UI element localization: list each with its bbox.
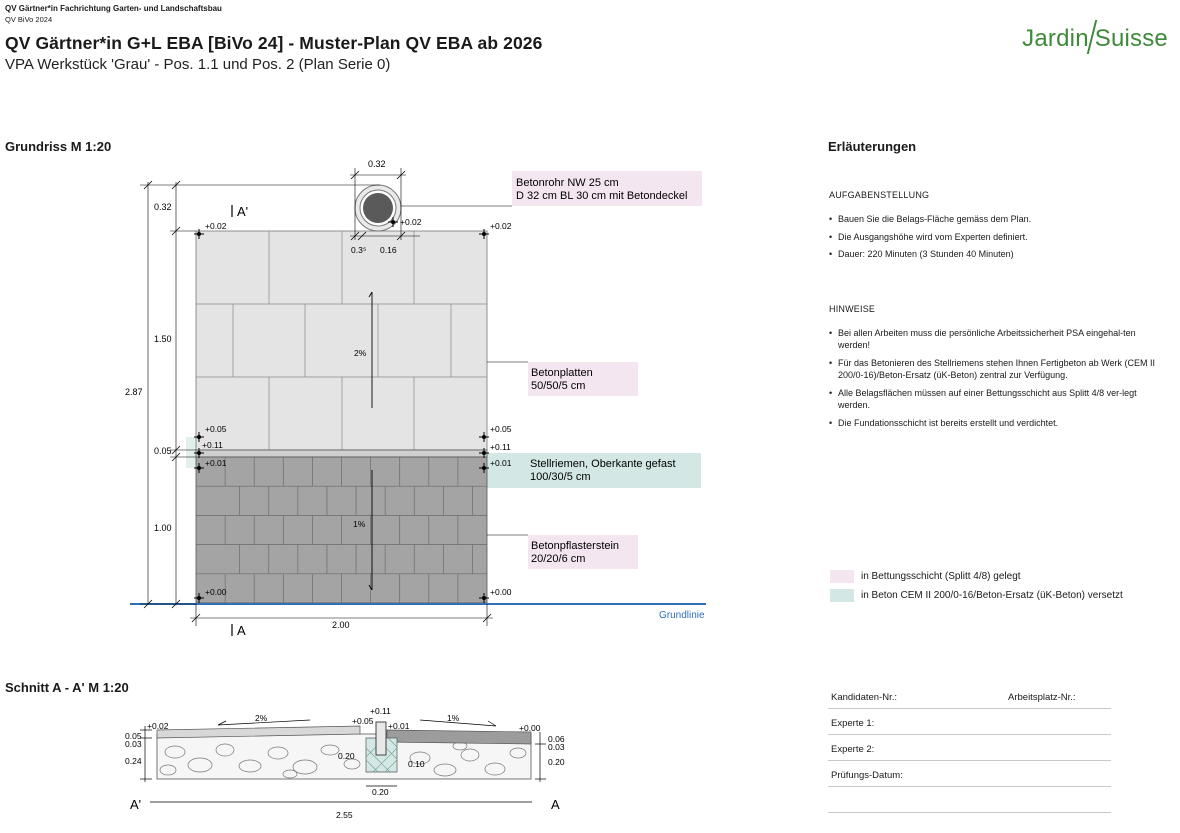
logo-text-left: Jardin	[1022, 25, 1089, 52]
section-dim-c010: 0.10	[408, 759, 425, 769]
expert1-label: Experte 1:	[831, 718, 875, 729]
level-mid-left-11: +0.11	[202, 440, 223, 450]
legend-swatch-bedding	[830, 570, 854, 583]
hint-item: • Alle Belagsflächen müssen auf einer Bettungsschicht aus Splitt 4/8 ver-legt werden.	[829, 387, 1158, 411]
section-level-left: +0.02	[147, 721, 169, 731]
candidate-number-field[interactable]	[828, 690, 1111, 709]
legend-label-concrete: in Beton CEM II 200/0-16/Beton-Ersatz (üK-Beton) versetzt	[861, 590, 1123, 601]
level-mid-right-01: +0.01	[490, 458, 512, 468]
notes-heading: Erläuterungen	[828, 139, 917, 154]
task-item: • Dauer: 220 Minuten (3 Stunden 40 Minuten)	[829, 248, 1158, 260]
dim-bottom-200: 2.00	[332, 620, 350, 630]
level-pipe: +0.02	[400, 217, 422, 227]
logo-text-right: Suisse	[1094, 25, 1168, 52]
legend-label-bedding: in Bettungsschicht (Splitt 4/8) gelegt	[861, 571, 1021, 582]
section-mark-right: A	[551, 797, 560, 812]
expert2-field[interactable]	[828, 742, 1111, 761]
paver-label-1: Betonpflasterstein	[531, 540, 620, 552]
dim-pipe-035: 0.3⁵	[351, 245, 367, 255]
section-drawing	[0, 690, 600, 833]
section-dim-r003: 0.03	[548, 742, 565, 752]
curb-label-2: 100/30/5 cm	[530, 471, 591, 483]
section-level-c11: +0.11	[370, 706, 391, 716]
section-slope-left: 2%	[255, 713, 268, 723]
curb-label-1: Stellriemen, Oberkante gefast	[530, 458, 676, 470]
level-mid-left-05: +0.05	[205, 424, 227, 434]
level-mid-right-05: +0.05	[490, 424, 512, 434]
section-mark-left: A'	[130, 797, 142, 812]
candidate-number-label: Kandidaten-Nr.:	[831, 692, 898, 703]
paver-area	[196, 457, 487, 603]
level-mid-left-01: +0.01	[205, 458, 227, 468]
section-level-right: +0.00	[519, 723, 541, 733]
section-mark-bottom: A	[237, 623, 246, 638]
pipe-label-2: D 32 cm BL 30 cm mit Betondeckel	[516, 190, 688, 202]
curb-strip	[196, 450, 487, 457]
edition-line: QV BiVo 2024	[5, 15, 53, 24]
dim-left-032: 0.32	[154, 202, 172, 212]
dim-left-005: 0.05	[154, 446, 172, 456]
pipe-label-1: Betonrohr NW 25 cm	[516, 177, 619, 189]
expert1-field[interactable]	[828, 716, 1111, 735]
dim-left-287: 2.87	[125, 387, 143, 397]
hint-item: • Bei allen Arbeiten muss die persönliche Arbeitssicherheit PSA eingehal-ten werden!	[829, 327, 1158, 351]
task-item: • Die Ausgangshöhe wird vom Experten definiert.	[829, 231, 1158, 243]
exam-date-field[interactable]	[828, 768, 1111, 787]
plates-label-2: 50/50/5 cm	[531, 380, 586, 392]
level-top-right: +0.02	[490, 221, 512, 231]
section-slope-right: 1%	[447, 713, 460, 723]
section-dim-c020h: 0.20	[372, 787, 389, 797]
section-dim-r006: 0.06	[548, 734, 565, 744]
level-bottom-left: +0.00	[205, 587, 227, 597]
page-subtitle: VPA Werkstück 'Grau' - Pos. 1.1 und Pos. 2 (Plan Serie 0)	[5, 56, 391, 73]
section-heading: Schnitt A - A' M 1:20	[5, 680, 129, 695]
curb-stone	[376, 722, 386, 755]
exam-date-label: Prüfungs-Datum:	[831, 770, 903, 781]
level-top-left: +0.02	[205, 221, 227, 231]
concrete-pipe	[355, 185, 512, 231]
section-dim-l024: 0.24	[125, 756, 142, 766]
organization-line: QV Gärtner*in Fachrichtung Garten- und Landschaftsbau	[5, 4, 222, 13]
level-bottom-right: +0.00	[490, 587, 512, 597]
concrete-plates-area	[196, 231, 487, 450]
legend-swatch-concrete	[830, 589, 854, 602]
task-item: • Bauen Sie die Belags-Fläche gemäss dem Plan.	[829, 213, 1158, 225]
plan-heading: Grundriss M 1:20	[5, 139, 112, 154]
slope-lower: 1%	[353, 519, 366, 529]
section-dim-l003: 0.03	[125, 739, 142, 749]
section-pavers	[387, 730, 531, 744]
dim-pipe-016: 0.16	[380, 245, 397, 255]
dim-left-100: 1.00	[154, 523, 172, 533]
dim-top-width: 0.32	[368, 159, 386, 169]
section-dim-total: 2.55	[336, 810, 353, 820]
task-heading: AUFGABENSTELLUNG	[829, 190, 930, 200]
plates-label-1: Betonplatten	[531, 367, 593, 379]
baseline-label: Grundlinie	[659, 610, 705, 621]
expert2-label: Experte 2:	[831, 744, 875, 755]
section-mark-top: A'	[237, 204, 249, 219]
hint-item: • Die Fundationsschicht ist bereits erstellt und verdichtet.	[829, 417, 1158, 429]
jardin-suisse-logo	[1022, 20, 1168, 54]
section-level-c01: +0.01	[388, 721, 410, 731]
hint-heading: HINWEISE	[829, 304, 876, 314]
section-level-c05: +0.05	[352, 716, 374, 726]
extra-field[interactable]	[828, 794, 1111, 813]
section-dim-r020: 0.20	[548, 757, 565, 767]
paver-label-2: 20/20/6 cm	[531, 553, 586, 565]
section-dim-l005: 0.05	[125, 731, 142, 741]
hint-item: • Für das Betonieren des Stellriemens stehen Ihnen Fertigbeton ab Werk (CEM II 200/0-16)/Beton-Ersatz (üK-Beton) zentral zur Verfügung.	[829, 357, 1158, 381]
workplace-number-label: Arbeitsplatz-Nr.:	[1008, 692, 1076, 703]
slope-upper: 2%	[354, 348, 367, 358]
page-title: QV Gärtner*in G+L EBA [BiVo 24] - Muster-Plan QV EBA ab 2026	[5, 33, 543, 53]
level-mid-right-11: +0.11	[490, 442, 511, 452]
dim-left-150: 1.50	[154, 334, 172, 344]
section-dim-c020v: 0.20	[338, 751, 355, 761]
